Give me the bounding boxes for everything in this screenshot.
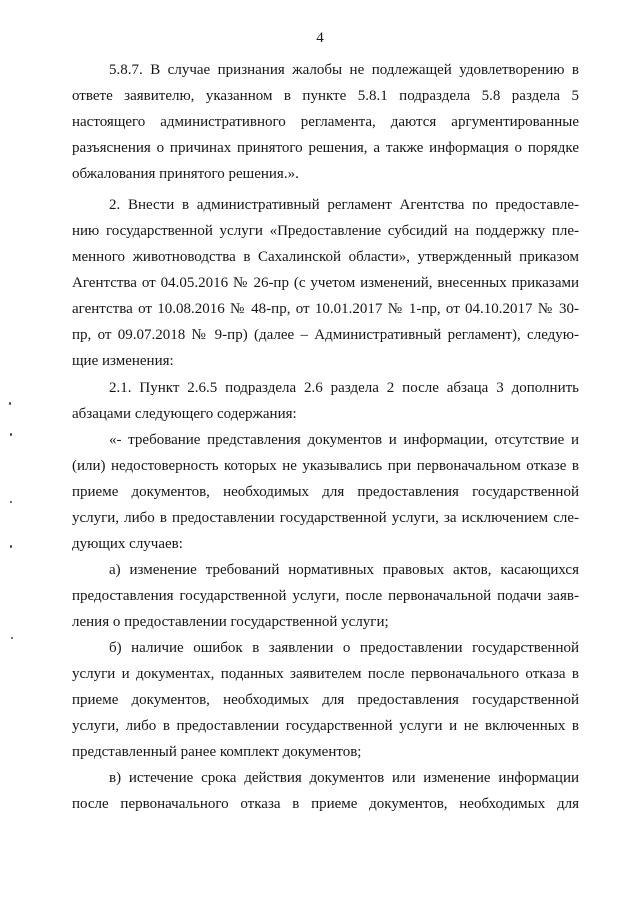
scan-speck bbox=[10, 433, 12, 436]
text-line: 5.8.7. В случае признания жалобы не подлежащей удовлетворению в bbox=[109, 62, 579, 78]
text-line: Агентства от 04.05.2016 № 26-пр (с учетом изменений, внесенных приказами bbox=[72, 275, 579, 291]
text-line: щие изменения: bbox=[72, 353, 174, 369]
text-line: 2. Внести в административный регламент Агентства по предоставле- bbox=[109, 197, 579, 213]
text-line: ответе заявителю, указанном в пункте 5.8.1 подраздела 5.8 раздела 5 bbox=[72, 88, 579, 104]
text-line: (или) недостоверность которых не указывались при первоначальном отказе в bbox=[72, 458, 579, 474]
text-line: представленный ранее комплект документов; bbox=[72, 744, 362, 760]
text-line: предоставления государственной услуги, после первоначальной подачи заяв- bbox=[72, 588, 579, 604]
text-line: услуги, либо в предоставлении государственной услуги, за исключением сле- bbox=[72, 510, 579, 526]
text-line: приеме документов, необходимых для предоставления государственной bbox=[72, 692, 579, 708]
text-line: ления о предоставлении государственной услуги; bbox=[72, 614, 389, 630]
text-line: услуги и документах, поданных заявителем после первоначального отказа в bbox=[72, 666, 579, 682]
text-line: настоящего административного регламента, даются аргументированные bbox=[72, 114, 579, 130]
scan-speck bbox=[11, 637, 13, 639]
text-line: 2.1. Пункт 2.6.5 подраздела 2.6 раздела 2 после абзаца 3 дополнить bbox=[109, 380, 579, 396]
text-line: агентства от 10.08.2016 № 48-пр, от 10.01.2017 № 1-пр, от 04.10.2017 № 30- bbox=[72, 301, 579, 317]
text-line: абзацами следующего содержания: bbox=[72, 406, 297, 422]
text-line: разъяснения о причинах принятого решения, а также информация о порядке bbox=[72, 140, 579, 156]
scan-speck bbox=[9, 402, 11, 405]
text-line: обжалования принятого решения.». bbox=[72, 166, 299, 182]
text-line: приеме документов, необходимых для предоставления государственной bbox=[72, 484, 579, 500]
scan-speck bbox=[10, 501, 12, 503]
text-line: дующих случаев: bbox=[72, 536, 183, 552]
text-line: услуги, либо в предоставлении государственной услуги и не включенных в bbox=[72, 718, 579, 734]
text-line: после первоначального отказа в приеме документов, необходимых для bbox=[72, 796, 579, 812]
text-line: в) истечение срока действия документов или изменение информации bbox=[109, 770, 579, 786]
page-number: 4 bbox=[316, 30, 324, 46]
text-line: пр, от 09.07.2018 № 9-пр) (далее – Административный регламент), следую- bbox=[72, 327, 579, 343]
text-line: «- требование представления документов и информации, отсутствие и bbox=[109, 432, 579, 448]
text-line: а) изменение требований нормативных правовых актов, касающихся bbox=[109, 562, 579, 578]
scan-speck bbox=[10, 545, 12, 548]
text-line: нию государственной услуги «Предоставление субсидий на поддержку пле- bbox=[72, 223, 579, 239]
text-line: менного животноводства в Сахалинской области», утвержденный приказом bbox=[72, 249, 579, 265]
text-line: б) наличие ошибок в заявлении о предоставлении государственной bbox=[109, 640, 579, 656]
